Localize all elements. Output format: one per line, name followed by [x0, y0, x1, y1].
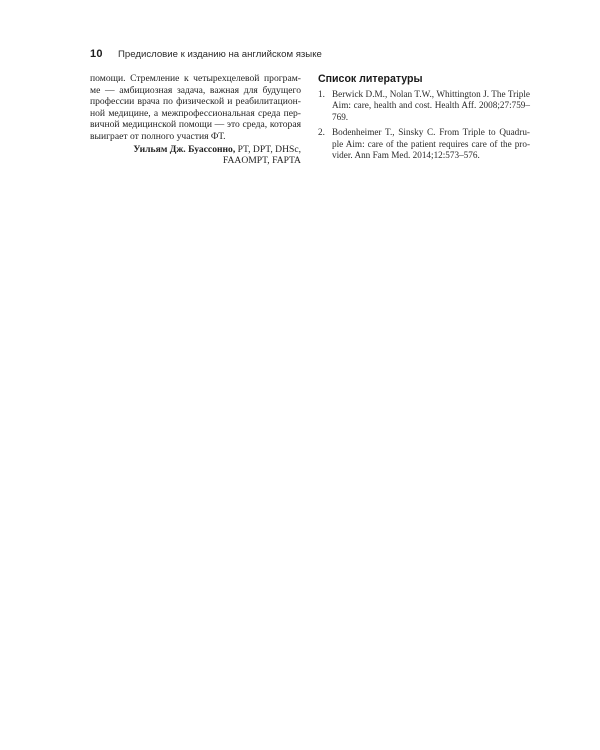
running-header-title: Предисловие к изданию на английском языке [118, 48, 322, 60]
reference-text [332, 89, 530, 123]
page-number: 10 [90, 48, 103, 60]
reference-line: vider. Ann Fam Med. 2014;12:573–576. [332, 149, 480, 160]
references-section [318, 73, 530, 165]
reference-item [318, 89, 530, 123]
reference-number: 2. [318, 127, 325, 138]
reference-line: 769. [332, 111, 349, 122]
reference-line: Bodenheimer T., Sinsky C. From Triple to Quadru- [332, 127, 530, 138]
paragraph-line: профессии врача по физической и реабилитацион- [90, 96, 301, 108]
signature-name: Уильям Дж. Буассонно, [133, 143, 236, 155]
left-column-text [90, 73, 301, 167]
paragraph-line: выиграет от полного участия ФТ. [90, 130, 226, 142]
reference-line: ple Aim: care of the patient requires care of the pro- [332, 138, 530, 149]
signature-line [90, 144, 301, 156]
reference-text [332, 127, 530, 161]
reference-number: 1. [318, 89, 325, 99]
running-header [90, 47, 322, 61]
references-title: Список литературы [318, 73, 423, 85]
paragraph-line: вичной медицинской помощи — это среда, которая [90, 119, 301, 131]
paragraph-line: ме — амбициозная задача, важная для будущего [90, 84, 301, 96]
author-signature [90, 144, 301, 167]
signature-credentials: PT, DPT, DHSc, [235, 143, 301, 155]
reference-line: Aim: care, health and cost. Health Aff. 2008;27:759– [332, 100, 530, 111]
paragraph-line: помощи. Стремление к четырехцелевой програм- [90, 73, 301, 84]
reference-item [318, 127, 530, 161]
reference-line: Berwick D.M., Nolan T.W., Whittington J. The Triple [332, 89, 530, 99]
paragraph-line: ной медицине, а межпрофессиональная среда пер- [90, 107, 301, 119]
signature-credentials-line2: FAAOMPT, FAPTA [222, 155, 301, 167]
